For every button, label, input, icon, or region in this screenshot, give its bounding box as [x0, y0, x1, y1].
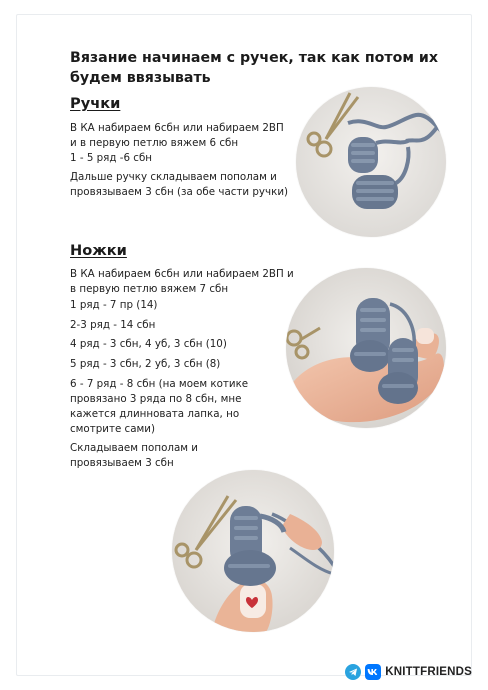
legs-row-1: 1 ряд - 7 пр (14)	[70, 299, 158, 311]
handles-line-2: и в первую петлю вяжем 6 сбн	[70, 137, 239, 149]
legs-heading: Ножки	[70, 242, 127, 259]
legs-fold-line-2: провязываем 3 сбн	[70, 457, 174, 469]
legs-note-line-3: кажется длинновата лапка, но	[70, 408, 240, 420]
leg-folded-photo	[172, 470, 334, 632]
handles-fold-line-1: Дальше ручку складываем пополам и	[70, 171, 277, 183]
legs-fold-line-1: Складываем пополам и	[70, 442, 198, 454]
legs-row-3: 4 ряд - 3 сбн, 4 уб, 3 сбн (10)	[70, 338, 227, 350]
handles-fold-line-2: провязываем 3 сбн (за обе части ручки)	[70, 186, 289, 198]
legs-note-line-2: провязано 3 ряда по 8 сбн, мне	[70, 393, 242, 405]
handles-line-1: В КА набираем 6сбн или набираем 2ВП	[70, 122, 284, 134]
legs-note-line-1: 6 - 7 ряд - 8 сбн (на моем котике	[70, 378, 249, 390]
telegram-icon[interactable]	[345, 664, 361, 680]
brand-name: KNITTFRIENDS	[385, 666, 472, 678]
handles-photo	[296, 87, 446, 237]
page-title: Вязание начинаем с ручек, так как потом их будем ввязывать	[70, 50, 438, 86]
vk-icon[interactable]	[365, 664, 381, 680]
handles-line-3: 1 - 5 ряд -6 сбн	[70, 152, 153, 164]
legs-row-2: 2-3 ряд - 14 сбн	[70, 319, 156, 331]
legs-intro-line-1: В КА набираем 6сбн или набираем 2ВП и	[70, 268, 294, 280]
footer-brand	[345, 664, 472, 680]
legs-photo	[286, 268, 446, 428]
handles-heading: Ручки	[70, 95, 121, 112]
legs-note-line-4: смотрите сами)	[70, 423, 156, 435]
legs-row-4: 5 ряд - 3 сбн, 2 уб, 3 сбн (8)	[70, 358, 221, 370]
legs-intro-line-2: в первую петлю вяжем 7 сбн	[70, 283, 229, 295]
